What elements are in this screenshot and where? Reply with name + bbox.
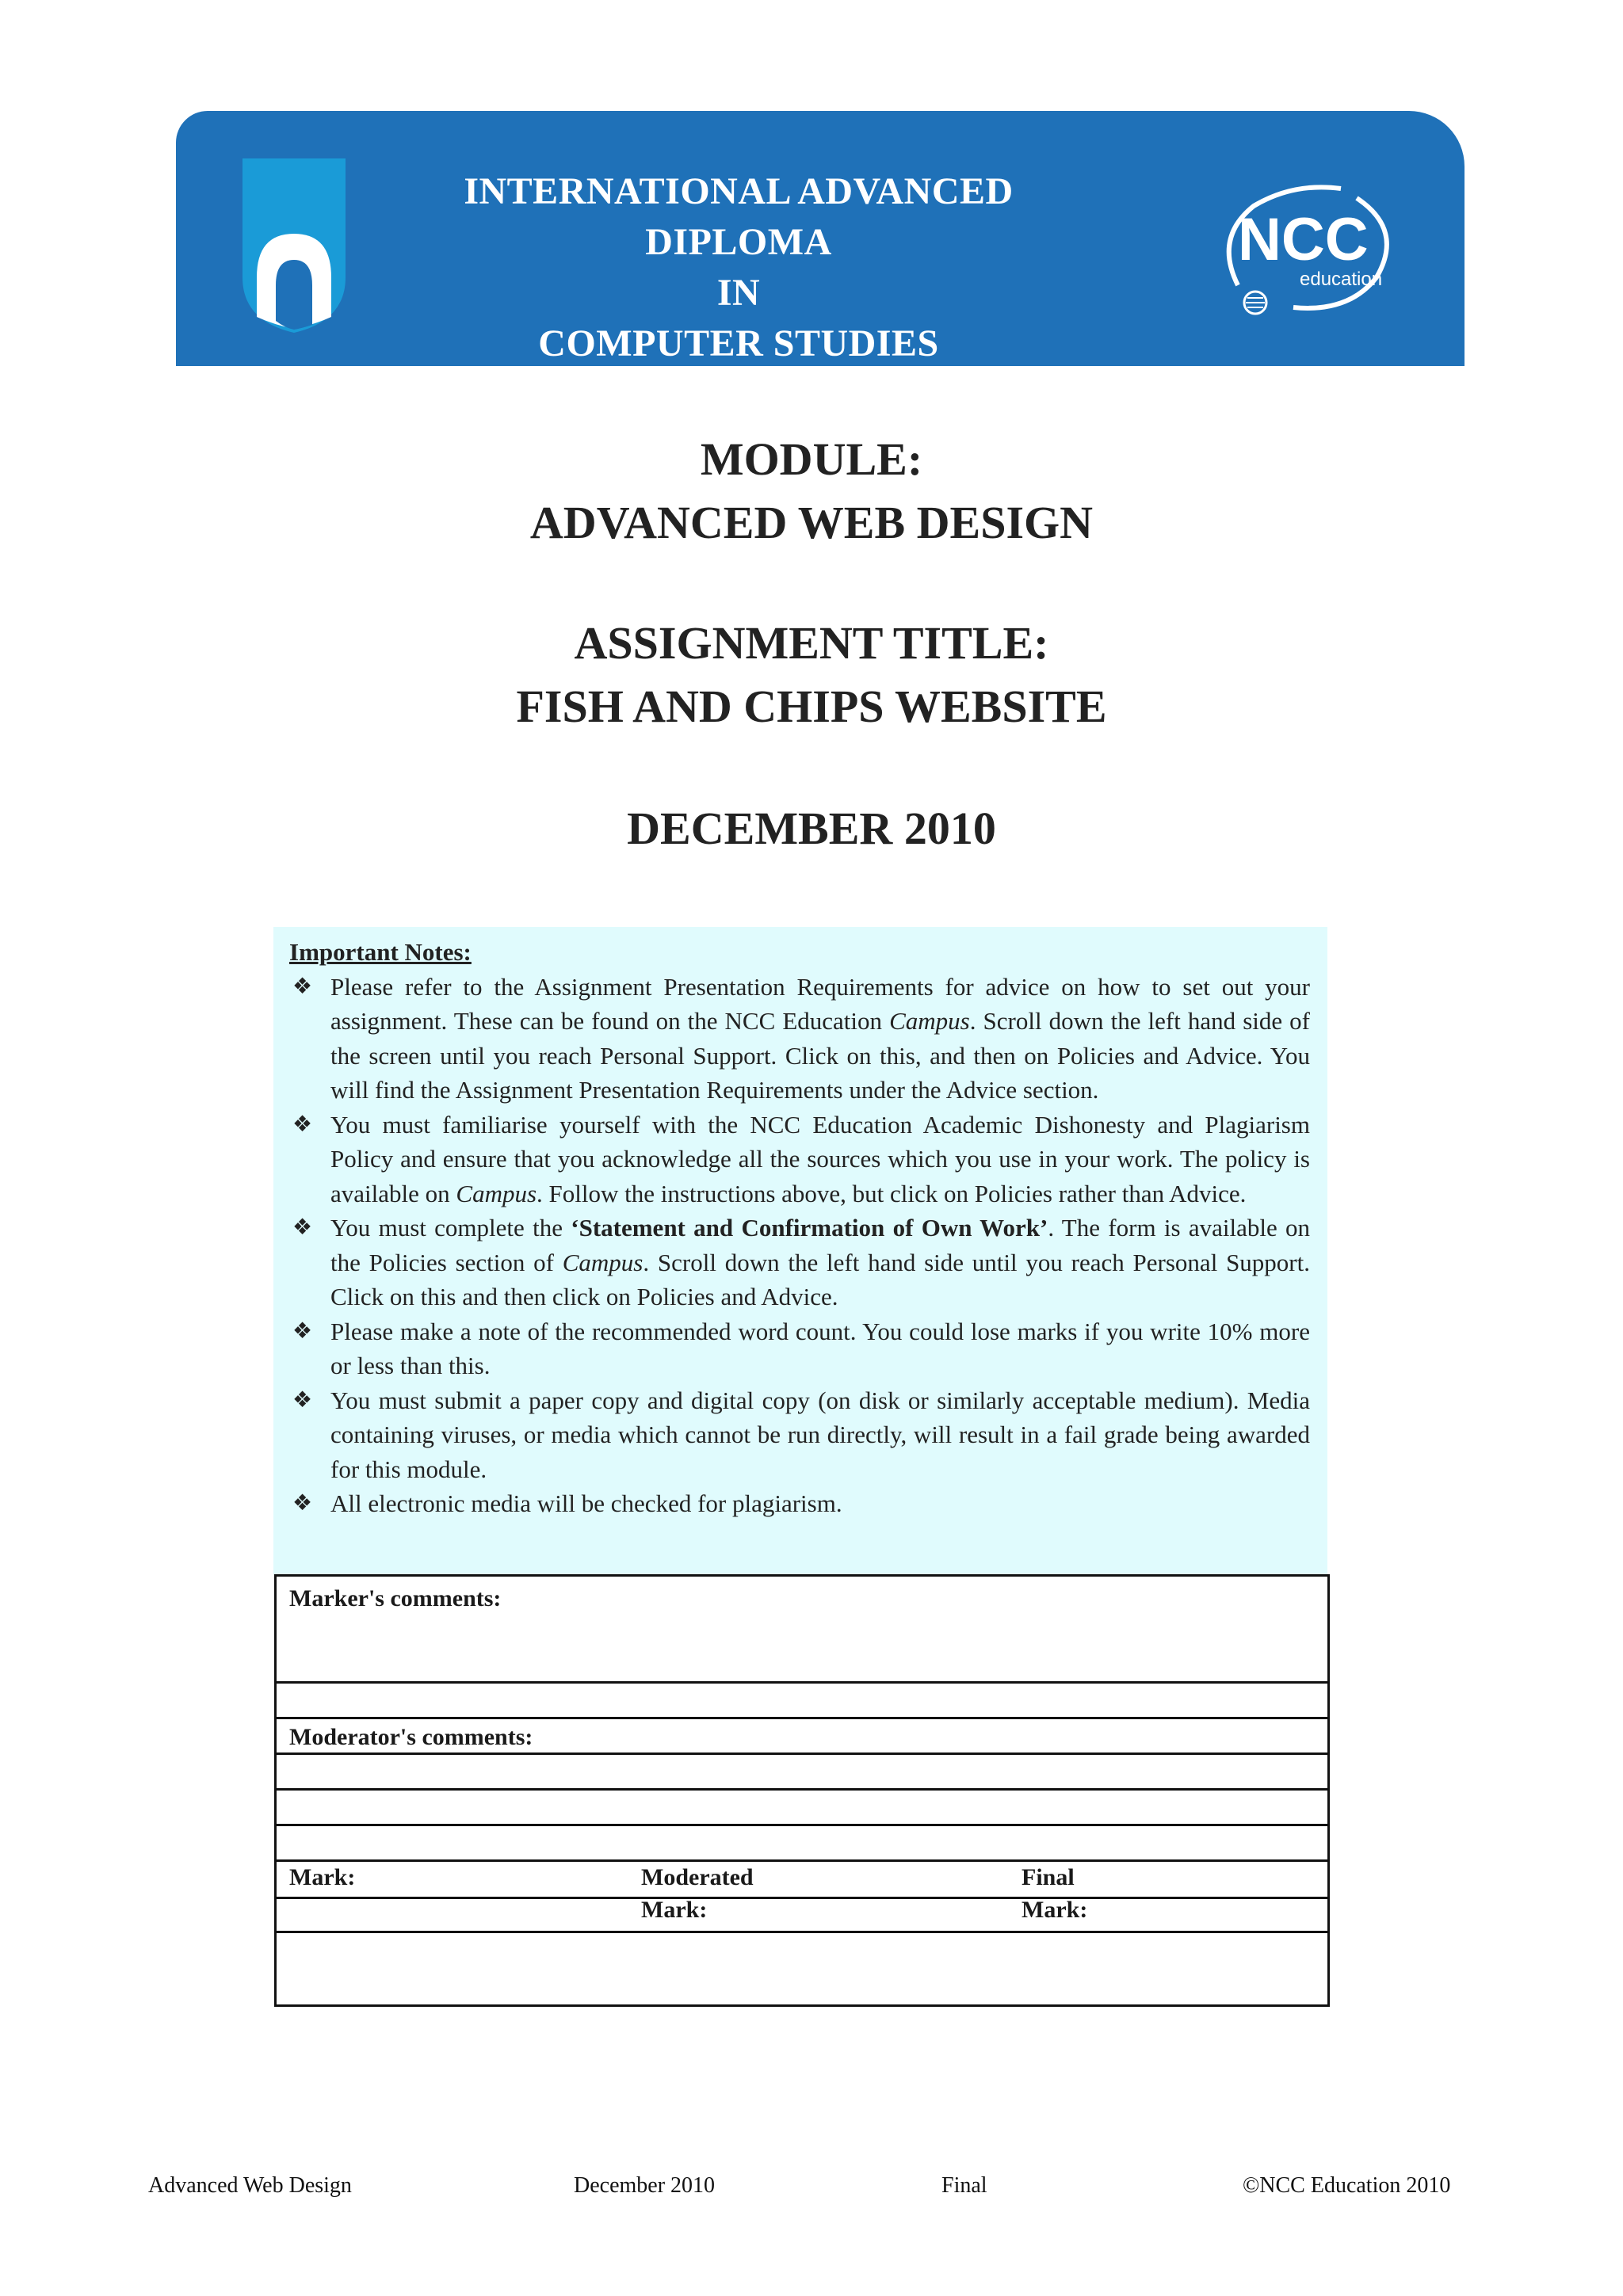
marker-comments-row[interactable] bbox=[277, 1577, 1327, 1684]
diploma-title bbox=[414, 166, 1064, 369]
bullet-icon: ❖ bbox=[292, 1491, 313, 1516]
final-mark-label-line-2: Mark: bbox=[1022, 1897, 1088, 1923]
assignment-name: FISH AND CHIPS WEBSITE bbox=[516, 681, 1107, 732]
note-text: . Scroll down the left hand side of the screen until you reach Personal Support. Click on this, and then on Policies and Advice. You will find the Assignment Presentation Requirements under the Advice section. bbox=[330, 1007, 1311, 1104]
list-item bbox=[289, 1383, 1310, 1487]
campus-text: Campus bbox=[562, 1248, 643, 1276]
note-text: You must submit a paper copy and digital copy (on disk or similarly acceptable medium). Media containing viruses, or media which cannot be run directly, will result in a fail grade being awarded for this module. bbox=[330, 1386, 1310, 1483]
moderator-comments-line-1[interactable] bbox=[277, 1755, 1327, 1791]
module-title-block bbox=[0, 428, 1623, 555]
note-text: . The form is available on the Policies section of bbox=[330, 1214, 1311, 1276]
footer-module: Advanced Web Design bbox=[148, 2173, 352, 2198]
note-text: . Follow the instructions above, but click on Policies rather than Advice. bbox=[537, 1179, 1247, 1207]
note-text: All electronic media will be checked for plagiarism. bbox=[330, 1489, 842, 1517]
moderator-comments-line-3[interactable] bbox=[277, 1826, 1327, 1862]
list-item bbox=[289, 1211, 1310, 1314]
diploma-title-line-2: IN bbox=[716, 272, 761, 314]
assignment-label: ASSIGNMENT TITLE: bbox=[574, 617, 1049, 669]
notes-heading: Important Notes: bbox=[289, 938, 472, 966]
diploma-title-line-1: INTERNATIONAL ADVANCED DIPLOMA bbox=[464, 170, 1014, 263]
final-mark-label-line-1: Final bbox=[1022, 1864, 1075, 1890]
bullet-icon: ❖ bbox=[292, 1215, 313, 1240]
moderated-mark-label-line-2: Mark: bbox=[641, 1897, 708, 1923]
bullet-icon: ❖ bbox=[292, 1387, 313, 1413]
notes-list bbox=[289, 970, 1310, 1521]
ncc-logo-subtext: education bbox=[1300, 269, 1383, 290]
header-banner bbox=[176, 111, 1465, 366]
list-item bbox=[289, 1314, 1310, 1383]
campus-text: Campus bbox=[456, 1179, 537, 1207]
module-name: ADVANCED WEB DESIGN bbox=[529, 497, 1094, 548]
statement-form-name: ‘Statement and Confirmation of Own Work’ bbox=[571, 1214, 1048, 1241]
important-notes bbox=[273, 927, 1327, 1575]
moderator-comments-row[interactable] bbox=[277, 1719, 1327, 1755]
moderated-mark-label-line-1: Moderated bbox=[641, 1864, 754, 1890]
note-text: . Scroll down the left hand side until you reach Personal Support. Click on this and then click on Policies and Advice. bbox=[330, 1248, 1310, 1310]
moderator-comments-line-2[interactable] bbox=[277, 1791, 1327, 1826]
bullet-icon: ❖ bbox=[292, 1112, 313, 1137]
bullet-icon: ❖ bbox=[292, 974, 313, 999]
footer-copyright: ©NCC Education 2010 bbox=[1243, 2173, 1451, 2198]
list-item bbox=[289, 970, 1310, 1108]
ncc-logo-text: NCC bbox=[1238, 206, 1369, 273]
note-text: You must familiarise yourself with the NCC Education Academic Dishonesty and Plagiarism Policy and ensure that you acknowledge all the sources which you use in your work. The policy is available on bbox=[330, 1110, 1310, 1207]
assignment-date: DECEMBER 2010 bbox=[627, 803, 996, 854]
moderator-comments-label: Moderator's comments: bbox=[289, 1724, 533, 1750]
diploma-title-line-3: COMPUTER STUDIES bbox=[538, 322, 939, 364]
ncc-education-logo-icon bbox=[1206, 166, 1412, 325]
marker-comments-extra-row[interactable] bbox=[277, 1684, 1327, 1719]
marking-table bbox=[274, 1574, 1330, 2007]
marker-comments-label: Marker's comments: bbox=[289, 1585, 502, 1611]
marks-entry-row[interactable] bbox=[277, 1933, 1327, 2004]
campus-text: Campus bbox=[889, 1007, 970, 1035]
footer-date: December 2010 bbox=[574, 2173, 716, 2198]
mark-label: Mark: bbox=[289, 1864, 356, 1890]
marks-divider bbox=[277, 1897, 1327, 1899]
list-item bbox=[289, 1486, 1310, 1521]
bullet-icon: ❖ bbox=[292, 1318, 313, 1344]
shield-logo-icon bbox=[242, 158, 346, 333]
list-item bbox=[289, 1108, 1310, 1211]
note-text: Please make a note of the recommended word count. You could lose marks if you write 10% more or less than this. bbox=[330, 1317, 1310, 1379]
footer-status: Final bbox=[941, 2173, 987, 2198]
note-text: Please refer to the Assignment Presentation Requirements for advice on how to set out your assignment. These can be found on the NCC Education bbox=[330, 972, 1310, 1035]
note-text: You must complete the bbox=[330, 1214, 571, 1241]
assignment-title-block bbox=[0, 612, 1623, 738]
module-label: MODULE: bbox=[700, 433, 923, 485]
date-title-block bbox=[0, 797, 1623, 860]
